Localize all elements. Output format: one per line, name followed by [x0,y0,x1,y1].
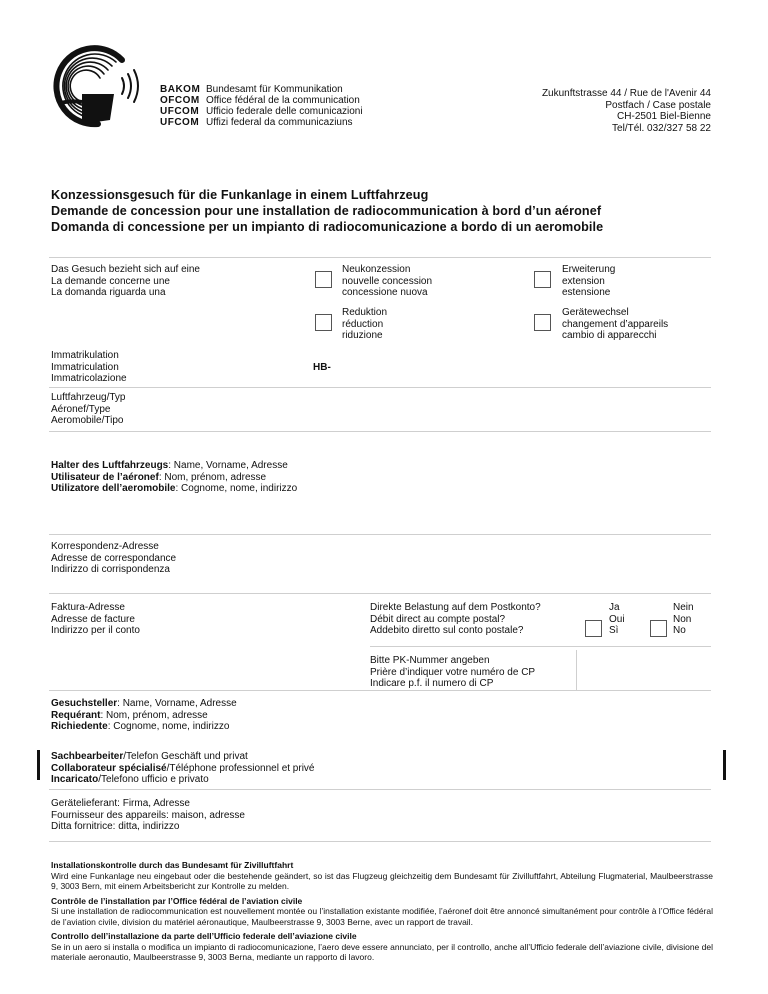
bakom-logo [52,44,160,136]
note-it: Controllo dell’installazione da parte dell’Ufficio federale dell’aviazione civile Se in un aero si installa o modifica un impianto di radiocomunicazione, l’aero deve essere annunciato, per il controllo, anche all’Ufficio federale dell’aviazione civile, divisione del materiale aeronautio, Maulbeerstrasse 9, 3003 Berna, mediante un rapporto di lavoro. [51,931,713,962]
extension-label: Erweiterung extension estensione [562,264,616,298]
note-de: Installationskontrolle durch das Bundesamt für Zivilluftfahrt Wird eine Funkanlage neu eingebaut oder die bestehende geändert, so ist das Flugzeug gleichzeitig dem Bundesamt für Zivilluftfahrt, Abteilung Flugmaterial, Maulbeerstrasse 9, 3003 Bern, mit einem Arbeitsbericht zur Kontrolle zu melden. [51,860,713,891]
billing-label: Faktura-Adresse Adresse de facture Indirizzo per il conto [51,602,140,636]
reduction-checkbox[interactable] [315,314,332,331]
direct-debit-no-checkbox[interactable] [650,620,667,637]
billing-address-field[interactable] [51,640,351,690]
office-address [451,88,711,134]
margin-marker-left [37,750,40,780]
address-line: Zukunftstrasse 44 / Rue de l'Avenir 44 [541,88,711,99]
officer-label: Sachbearbeiter/Telefon Geschäft und privat Collaborateur spécialisé/Téléphone professionnel et privé Incaricato/Telefono ufficio e privato [51,751,315,785]
new-concession-label: Neukonzession nouvelle concession concessione nuova [342,264,433,298]
applicant-field[interactable] [310,696,710,740]
direct-debit-yes-checkbox[interactable] [585,620,602,637]
registration-field[interactable] [340,350,710,384]
direct-debit-question: Direkte Belastung auf dem Postkonto? Débit direct au compte postal? Addebito diretto sul conto postale? [370,602,541,636]
request-label: Das Gesuch bezieht sich auf eine La demande concerne une La domanda riguarda una [51,264,200,298]
holder-field[interactable] [310,440,710,532]
address-line: Postfach / Case postale [605,99,711,111]
direct-debit-no-label: Nein Non No [673,602,694,636]
divider [49,257,711,258]
correspondence-label: Korrespondenz-Adresse Adresse de correspondance Indirizzo di corrispondenza [51,541,177,575]
extension-checkbox[interactable] [534,271,551,288]
registration-prefix: HB- [313,362,331,373]
pk-number-field-edge [576,650,577,690]
org-line-de: BAKOM Bundesamt für Kommunikation [160,84,343,95]
divider [49,789,711,790]
new-concession-checkbox[interactable] [315,271,332,288]
supplier-label: Gerätelieferant: Firma, Adresse Fournisseur des appareils: maison, adresse Ditta fornitrice: ditta, indirizzo [51,798,245,832]
divider [49,593,711,594]
divider [49,534,711,535]
organisation-names [160,84,363,128]
supplier-field[interactable] [310,796,710,834]
org-line-it: UFCOM Ufficio federale delle comunicazioni [160,106,363,117]
direct-debit-yes-label: Ja Oui Sì [609,602,625,636]
form-title [51,187,731,235]
aircraft-type-field[interactable] [310,392,710,428]
applicant-label: Gesuchsteller: Name, Vorname, Adresse Requérant: Nom, prénom, adresse Richiedente: Cognome, nome, indirizzo [51,698,237,732]
correspondence-field[interactable] [310,540,710,590]
org-line-fr: OFCOM Office fédéral de la communication [160,95,360,106]
device-change-checkbox[interactable] [534,314,551,331]
title-fr: Demande de concession pour une installation de radiocommunication à bord d’un aéronef [51,204,602,218]
org-line-rm: UFCOM Uffizi federal da communicaziuns [160,117,353,128]
divider [49,387,711,388]
pk-number-field[interactable] [578,652,711,688]
registration-label: Immatrikulation Immatriculation Immatricolazione [51,350,127,384]
pk-number-label: Bitte PK-Nummer angeben Prière d’indiquer votre numéro de CP Indicare p.f. il numero di CP [370,655,536,689]
installation-notes [51,860,713,963]
address-line: Tel/Tél. 032/327 58 22 [612,122,711,134]
address-line: CH-2501 Biel-Bienne [617,111,711,122]
title-de: Konzessionsgesuch für die Funkanlage in einem Luftfahrzeug [51,188,429,202]
officer-field[interactable] [360,748,710,786]
margin-marker-right [723,750,726,780]
divider [370,646,711,647]
holder-label: Halter des Luftfahrzeugs: Name, Vorname, Adresse Utilisateur de l’aéronef: Nom, prénom, adresse Utilizatore dell’aeromobile: Cognome, nome, indirizzo [51,460,298,494]
aircraft-type-label: Luftfahrzeug/Typ Aéronef/Type Aeromobile/Tipo [51,392,126,426]
divider [49,690,711,691]
divider [49,841,711,842]
divider [49,431,711,432]
device-change-label: Gerätewechsel changement d’appareils cambio di apparecchi [562,307,669,341]
title-it: Domanda di concessione per un impianto di radiocomunicazione a bordo di un aeromobile [51,220,604,234]
note-fr: Contrôle de l’installation par l’Office fédéral de l’aviation civile Si une installation de radiocommunication est nouvellement montée ou l’installation existante modifiée, l’aéronef doit être annoncé simultanément pour contrôle à l’Office fédéral de l’aviation civile, division du matériel aéronautique, Maulbeerstrasse 9, 3003 Berne, avec un rapport de travail. [51,895,713,927]
reduction-label: Reduktion réduction riduzione [342,307,388,341]
